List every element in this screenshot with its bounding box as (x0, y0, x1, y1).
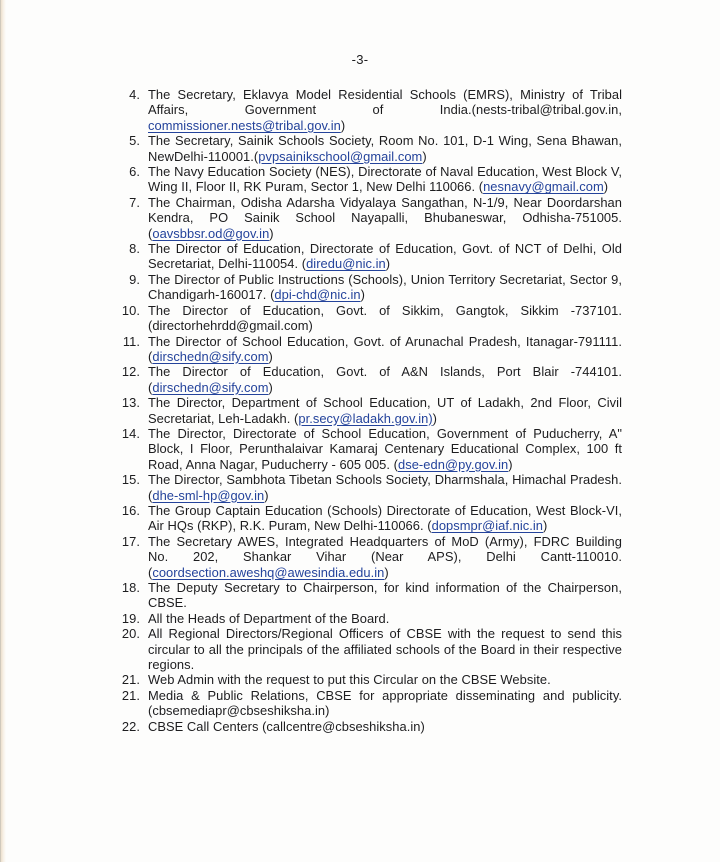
list-item (120, 472, 622, 503)
text-segment: ) (543, 518, 548, 534)
list-item-number: 6. (129, 164, 140, 180)
list-item-text (148, 503, 622, 534)
text-segment: Web Admin with the request to put this Circular on the CBSE Website. (148, 672, 551, 688)
text-segment: ) (422, 148, 427, 164)
list-item-number: 14. (121, 425, 140, 441)
list-item-text (148, 195, 622, 241)
text-segment: All Regional Directors/Regional Officers of CBSE with the request to send this circular to all the principals of the affiliated schools of the Board in their respective regions. (148, 626, 622, 673)
list-item (120, 195, 622, 241)
list-item-text (148, 580, 622, 611)
text-segment: The Secretary AWES, Integrated Headquarters of MoD (Army), FDRC Building No. 202, Shankar Vihar (Near APS), Delhi Cantt-110010. ( (148, 533, 622, 580)
list-item (120, 364, 622, 395)
list-item (120, 87, 622, 133)
list-item (120, 272, 622, 303)
email-link[interactable]: nesnavy@gmail.com (483, 179, 604, 195)
list-item-text (148, 164, 622, 195)
email-link[interactable]: dopsmpr@iaf.nic.in (431, 518, 544, 534)
text-segment: ) (340, 117, 346, 133)
list-item-number: 15. (121, 472, 140, 488)
list-item-number: 17. (121, 533, 140, 549)
scan-edge (0, 0, 6, 862)
list-item-number: 5. (129, 133, 140, 149)
email-link[interactable]: dpi-chd@nic.in (274, 287, 361, 303)
email-link[interactable]: dirschedn@sify.com (152, 348, 269, 364)
list-item-number: 21. (121, 672, 140, 688)
list-item-number: 8. (129, 241, 140, 257)
text-segment: The Director, Sambhota Tibetan Schools Society, Dharmshala, Himachal Pradesh. ( (148, 472, 622, 503)
list-item-number: 18. (121, 580, 140, 595)
list-item-text (148, 303, 622, 334)
text-segment: The Group Captain Education (Schools) Directorate of Education, West Block-VI, Air HQs (RKP), R.K. Puram, New Delhi-110066. ( (148, 502, 622, 534)
text-segment: ) (432, 410, 438, 426)
list-item (120, 241, 622, 272)
list-item-text (148, 472, 622, 503)
text-segment: The Chairman, Odisha Adarsha Vidyalaya Sangathan, N-1/9, Near Doordarshan Kendra, PO Sainik School Nayapalli, Bhubaneswar, Odhisha-751005. ( (148, 194, 622, 241)
text-segment: ) (384, 564, 389, 580)
text-segment: The Director, Directorate of School Education, Government of Puducherry, A" Block, I Floor, Perunthalaivar Kamaraj Centenary Educational Complex, 100 ft Road, Anna Nagar, Puducherry - 605 005. ( (148, 425, 622, 472)
list-item (120, 334, 622, 365)
text-segment: The Director of Education, Govt. of A&N Islands, Port Blair -744101. ( (148, 364, 622, 395)
list-item-text (148, 364, 622, 395)
text-segment: The Director of School Education, Govt. of Arunachal Pradesh, Itanagar-791111. ( (148, 333, 622, 364)
list-item (120, 503, 622, 534)
text-segment: Media & Public Relations, CBSE for appropriate disseminating and publicity. (cbsemediapr@cbseshiksha.in) (148, 687, 622, 719)
list-item-text (148, 395, 622, 426)
list-item-number: 19. (121, 610, 140, 626)
text-segment: The Director of Education, Directorate of Education, Govt. of NCT of Delhi, Old Secretariat, Delhi-110054. ( (148, 241, 622, 272)
text-segment: The Director of Education, Govt. of Sikkim, Gangtok, Sikkim -737101. (directorhehrdd@gmail.com) (148, 302, 622, 334)
list-item-text (148, 626, 622, 672)
text-segment: The Director of Public Instructions (Schools), Union Territory Secretariat, Sector 9, Chandigarh-160017. ( (148, 271, 622, 303)
text-segment: ) (269, 225, 274, 241)
text-segment: The Secretary, Sainik Schools Society, Room No. 101, D-1 Wing, Sena Bhawan, NewDelhi-110001.( (148, 133, 622, 164)
list-item-text (148, 672, 622, 687)
list-item-number: 7. (129, 194, 140, 210)
text-segment: ) (603, 179, 609, 195)
list-item-text (148, 688, 622, 719)
email-link[interactable]: dhe-sml-hp@gov.in (152, 487, 265, 503)
text-segment: The Deputy Secretary to Chairperson, for kind information of the Chairperson, CBSE. (148, 580, 622, 611)
email-link[interactable]: pvpsainikschool@gmail.com (258, 148, 423, 164)
email-link[interactable]: commissioner.nests@tribal.gov.in (148, 117, 341, 133)
list-item-number: 13. (121, 395, 140, 411)
list-item (120, 688, 622, 719)
list-item-number: 4. (129, 87, 140, 102)
list-item-text (148, 719, 622, 734)
list-item-text (148, 426, 622, 472)
list-item-number: 22. (121, 718, 140, 734)
page-number: -3- (351, 52, 369, 67)
list-item (120, 395, 622, 426)
list-item (120, 426, 622, 472)
list-item-text (148, 534, 622, 580)
text-segment: ) (508, 456, 513, 472)
list-item-text (148, 133, 622, 164)
text-segment: The Secretary, Eklavya Model Residential Schools (EMRS), Ministry of Tribal Affairs, Government of India.(nests-tribal@tribal.gov.in, (148, 87, 622, 118)
list-item (120, 672, 622, 687)
list-item (120, 580, 622, 611)
text-segment: CBSE Call Centers (callcentre@cbseshiksha.in) (148, 718, 425, 734)
text-segment: All the Heads of Department of the Board. (148, 610, 390, 626)
list-item-number: 10. (121, 302, 140, 318)
text-segment: ) (264, 487, 269, 503)
email-link[interactable]: coordsection.aweshq@awesindia.edu.in (152, 564, 385, 580)
list-item (120, 303, 622, 334)
list-item (120, 719, 622, 734)
text-segment: ) (268, 348, 273, 364)
list-item (120, 534, 622, 580)
list-item-text (148, 272, 622, 303)
email-link[interactable]: dirschedn@sify.com (152, 379, 269, 395)
list-item-number: 16. (121, 502, 140, 518)
list-item-text (148, 87, 622, 133)
list-item-text (148, 334, 622, 365)
distribution-list (120, 87, 622, 734)
text-segment: ) (268, 379, 273, 395)
list-item-text (148, 611, 622, 626)
text-segment: ) (360, 287, 365, 303)
list-item-number: 9. (129, 271, 140, 287)
list-item-number: 20. (121, 626, 140, 642)
text-segment: The Navy Education Society (NES), Directorate of Naval Education, West Block V, Wing II, Floor II, RK Puram, Sector 1, New Delhi 110066. ( (148, 164, 622, 195)
email-link[interactable]: oavsbbsr.od@gov.in (152, 225, 270, 241)
list-item (120, 626, 622, 672)
list-item (120, 133, 622, 164)
list-item-number: 11. (122, 333, 140, 349)
email-link[interactable]: pr.secy@ladakh.gov.in) (298, 410, 433, 426)
email-link[interactable]: diredu@nic.in (306, 256, 386, 272)
list-item-text (148, 241, 622, 272)
list-item (120, 611, 622, 626)
list-item (120, 164, 622, 195)
list-item-number: 21. (121, 687, 140, 703)
list-item-number: 12. (121, 364, 140, 380)
email-link[interactable]: dse-edn@py.gov.in (398, 456, 509, 472)
text-segment: The Director, Department of School Education, UT of Ladakh, 2nd Floor, Civil Secretariat, Leh-Ladakh. ( (148, 395, 622, 426)
text-segment: ) (385, 256, 391, 272)
